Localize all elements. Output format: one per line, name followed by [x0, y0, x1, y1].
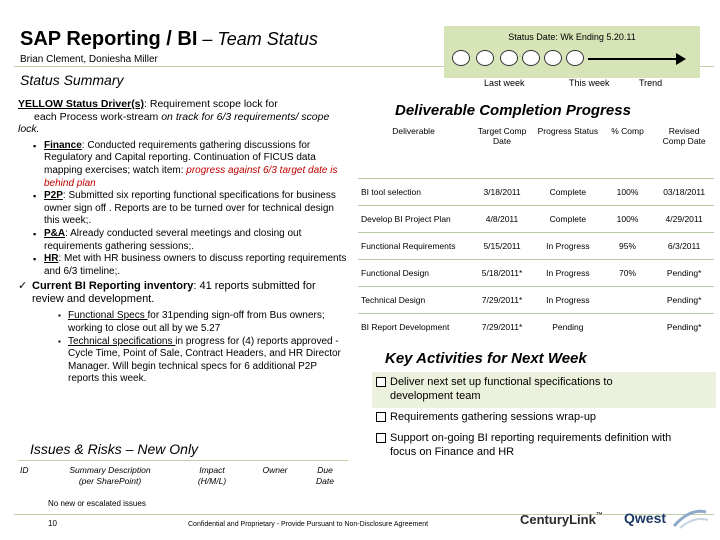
page-title — [20, 28, 318, 51]
hr-bullet: ▪ HR: Met with HR business owners to discuss reporting requirements and 6/3 timeline;. — [18, 253, 348, 278]
deliverable-cell: Pending* — [654, 313, 714, 340]
deliverable-cell: Technical Design — [358, 286, 469, 313]
table-row — [358, 286, 714, 313]
functional-specs-bullet: ▪ Functional Specs for 31pending sign-off from Bus owners; working to close out all by we 5.27 — [18, 310, 348, 335]
deliverable-cell: Complete — [535, 178, 601, 205]
deliverable-cell: BI tool selection — [358, 178, 469, 205]
checkbox-bullet-icon — [376, 377, 386, 387]
deliverable-cell: In Progress — [535, 286, 601, 313]
deliverable-cell: Functional Requirements — [358, 232, 469, 259]
trend-arrow-line — [588, 58, 678, 60]
checkmark-icon: ✓ — [18, 280, 28, 293]
inventory-item: ✓ Current BI Reporting inventory: 41 reports submitted for review and development. — [18, 280, 316, 306]
deliverable-cell: Complete — [535, 205, 601, 232]
deliverable-cell: Develop BI Project Plan — [358, 205, 469, 232]
deliverable-cell: BI Report Development — [358, 313, 469, 340]
last-week-dot-3 — [500, 50, 518, 66]
footer-divider — [14, 514, 714, 515]
deliverable-header-cell: Target Comp Date — [477, 126, 527, 146]
status-date: Status Date: Wk Ending 5.20.11 — [508, 32, 636, 42]
table-row — [358, 259, 714, 286]
last-week-dot-1 — [452, 50, 470, 66]
deliverable-cell: In Progress — [535, 232, 601, 259]
p2p-bullet: ▪ P2P: Submitted six reporting functional specifications for business owner sign off . Reports are to be turned over for technical design this week;. — [18, 190, 348, 228]
qwest-logo: Qwest — [624, 510, 667, 526]
issues-col-id: ID — [20, 465, 29, 475]
title-main: SAP Reporting / BI — [20, 28, 198, 50]
deliverable-cell: 100% — [601, 205, 655, 232]
status-summary-body — [18, 98, 348, 386]
this-week-dot-3 — [566, 50, 584, 66]
pa-bullet: ▪ P&A: Already conducted several meetings and closing out requirements gathering sessions;. — [18, 228, 348, 253]
trend-label: Trend — [639, 78, 663, 88]
deliverable-cell: Functional Design — [358, 259, 469, 286]
deliverable-cell: Pending* — [654, 286, 714, 313]
deliverable-cell: Pending — [535, 313, 601, 340]
checkbox-bullet-icon — [376, 412, 386, 422]
deliverable-header-cell: % Comp — [611, 126, 644, 136]
deliverable-header-cell: Deliverable — [392, 126, 435, 136]
key-activities-title: Key Activities for Next Week — [385, 350, 587, 367]
deliverable-cell: 100% — [601, 178, 655, 205]
last-week-dot-2 — [476, 50, 494, 66]
last-week-label: Last week — [484, 78, 525, 88]
table-row — [358, 313, 714, 340]
confidentiality-notice: Confidential and Proprietary - Provide Pursuant to Non-Disclosure Agreement — [188, 521, 429, 528]
deliverable-cell: 5/18/2011* — [469, 259, 535, 286]
deliverable-cell: 6/3/2011 — [654, 232, 714, 259]
deliverable-cell: 03/18/2011 — [654, 178, 714, 205]
no-issues-text: No new or escalated issues — [48, 499, 146, 508]
page-number: 10 — [48, 519, 57, 528]
deliverable-cell: 7/29/2011* — [469, 313, 535, 340]
deliverable-cell — [601, 313, 655, 340]
centurylink-logo: CenturyLink™ — [520, 512, 603, 527]
deliverable-cell: Pending* — [654, 259, 714, 286]
deliverable-cell: 4/29/2011 — [654, 205, 714, 232]
deliverable-table-header — [358, 124, 714, 178]
status-summary-heading: Status Summary — [20, 72, 124, 88]
table-row — [358, 232, 714, 259]
issues-col-owner: Owner — [262, 465, 288, 475]
title-sub: – Team Status — [197, 29, 318, 49]
key-activity-3: Support on-going BI reporting requirements definition with focus on Finance and HR — [376, 432, 676, 459]
yellow-driver-label: YELLOW Status Driver(s) — [18, 98, 145, 110]
deliverable-cell: 7/29/2011* — [469, 286, 535, 313]
issues-col-summary: Summary Description (per SharePoint) — [69, 465, 151, 486]
table-row — [358, 205, 714, 232]
qwest-swoosh-icon — [670, 506, 710, 530]
deliverable-cell — [601, 286, 655, 313]
key-activity-1: Deliver next set up functional specifications to development team — [376, 376, 646, 403]
finance-bullet: ▪ Finance: Conducted requirements gathering discussions for Regulatory and Capital reporting. Continuation of FICUS data mapping exercises; watch item: progress against 6/3 target date is behind plan — [18, 140, 348, 190]
technical-specs-bullet: ▪ Technical specifications in progress for (4) reports approved - Cycle Time, Point of Sale, Contract Headers, and HR Director Manager. Will begin technical specs for 6 additional P2P reports this week. — [18, 336, 348, 386]
deliverable-table — [358, 124, 714, 340]
deliverable-cell: 70% — [601, 259, 655, 286]
deliverable-header-cell: Progress Status — [537, 126, 599, 136]
team-members: Brian Clement, Doniesha Miller — [20, 54, 158, 65]
deliverable-cell: 3/18/2011 — [469, 178, 535, 205]
this-week-dot-1 — [522, 50, 540, 66]
this-week-label: This week — [569, 78, 610, 88]
trend-arrow-icon — [676, 53, 686, 65]
status-panel — [444, 26, 700, 78]
yellow-driver: YELLOW Status Driver(s): Requirement scope lock for each Process work-stream on track for 6/3 requirements/ scope lock. — [18, 98, 330, 136]
deliverable-header-cell: Revised Comp Date — [662, 126, 706, 146]
issues-col-due: Due Date — [316, 465, 334, 486]
issues-divider — [18, 460, 348, 461]
this-week-dot-2 — [544, 50, 562, 66]
table-row — [358, 178, 714, 205]
key-activity-2: Requirements gathering sessions wrap-up — [376, 411, 706, 425]
deliverable-cell: 5/15/2011 — [469, 232, 535, 259]
issues-risks-title: Issues & Risks – New Only — [30, 441, 199, 457]
issues-col-impact: Impact (H/M/L) — [197, 465, 227, 486]
deliverable-cell: In Progress — [535, 259, 601, 286]
deliverable-progress-title: Deliverable Completion Progress — [395, 102, 631, 119]
deliverable-cell: 4/8/2011 — [469, 205, 535, 232]
deliverable-cell: 95% — [601, 232, 655, 259]
checkbox-bullet-icon — [376, 433, 386, 443]
